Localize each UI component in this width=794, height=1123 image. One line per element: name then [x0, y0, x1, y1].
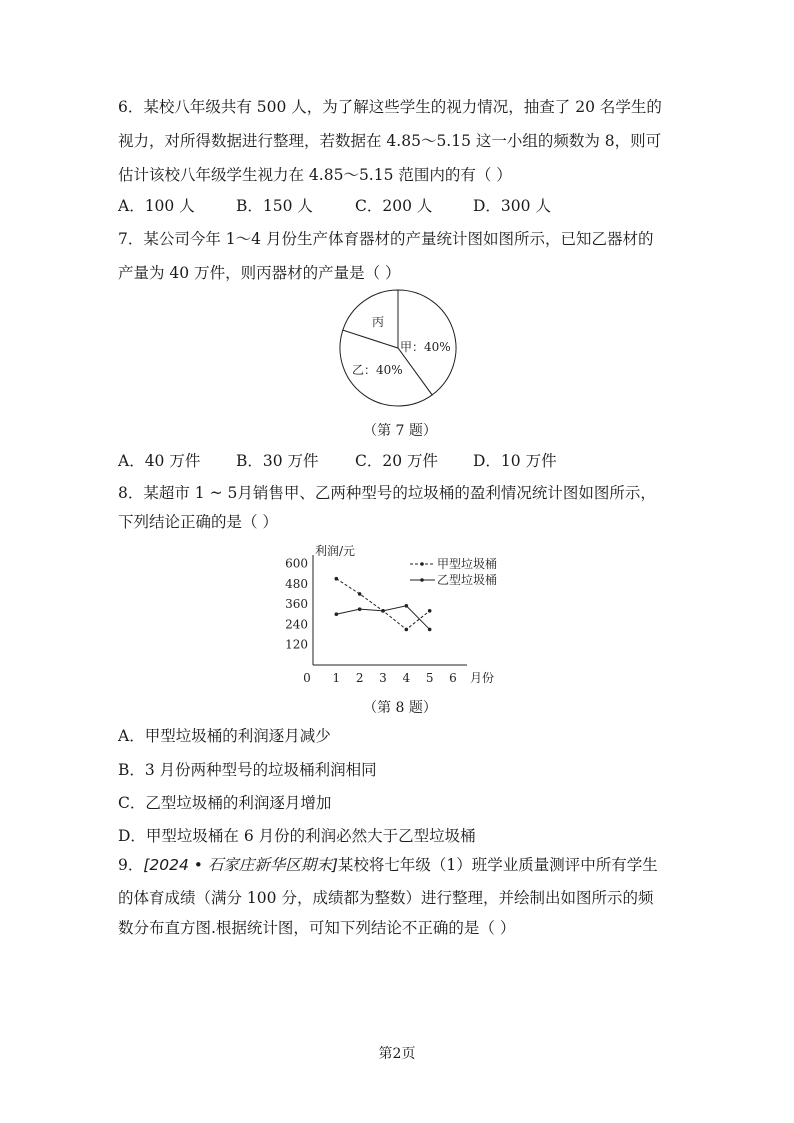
q9-number: 9．: [118, 856, 144, 874]
y-tick-label: 480: [285, 576, 308, 591]
q6-option-b: B．150 人: [236, 197, 313, 215]
x-tick-label: 5: [425, 671, 434, 685]
q6-line-3: 估计该校八年级学生视力在 4.85～5.15 范围内的有（ ）: [118, 166, 512, 184]
legend-yi-marker: [420, 578, 424, 582]
x-tick-label: 1: [332, 671, 341, 685]
q9-source: [2024 • 石家庄新华区期末]: [143, 856, 338, 874]
q8-option-d: D．甲型垃圾桶在 6 月份的利润必然大于乙型垃圾桶: [118, 827, 476, 845]
legend-jia-label: 甲型垃圾桶: [437, 557, 498, 571]
q6-line-1: 6．某校八年级共有 500 人，为了解这些学生的视力情况，抽查了 20 名学生的: [118, 98, 662, 116]
page-number: 第2页: [378, 1046, 416, 1062]
data-point-yi: [335, 612, 339, 616]
q6-option-a: A．100 人: [118, 197, 195, 215]
line-chart: [280, 540, 520, 690]
x-axis-label: 月份: [470, 671, 495, 685]
data-point-yi: [405, 604, 409, 608]
data-point-jia: [335, 577, 339, 581]
q9-line-2: 的体育成绩（满分 100 分，成绩都为整数）进行整理，并绘制出如图所示的频: [118, 889, 654, 907]
q8-option-a: A．甲型垃圾桶的利润逐月减少: [118, 727, 331, 745]
y-tick-label: 360: [285, 597, 308, 612]
y-tick-label: 600: [285, 556, 308, 571]
q7-caption: （第 7 题）: [363, 423, 437, 439]
pie-chart: [330, 285, 470, 410]
pie-label-yi: 乙：40%: [352, 363, 403, 377]
y-tick-label: 240: [285, 617, 308, 632]
q8-line-1: 8．某超市 1 ~ 5月销售甲、乙两种型号的垃圾桶的盈利情况统计图如图所示，: [118, 484, 656, 502]
q8-option-c: C．乙型垃圾桶的利润逐月增加: [118, 794, 332, 812]
x-tick-label: 0: [303, 671, 311, 685]
x-tick-label: 2: [355, 671, 364, 685]
q9-line-1: [118, 855, 658, 875]
q6-option-c: C．200 人: [355, 197, 433, 215]
x-tick-label: 3: [379, 671, 387, 685]
q6-option-d: D．300 人: [473, 197, 551, 215]
data-point-yi: [358, 607, 362, 611]
legend-jia-marker: [420, 562, 424, 566]
data-point-yi: [381, 609, 385, 613]
x-tick-label: 4: [402, 671, 411, 685]
q7-option-b: B．30 万件: [236, 452, 319, 470]
q7-line-2: 产量为 40 万件，则丙器材的产量是（ ）: [118, 264, 401, 282]
q8-option-b: B．3 月份两种型号的垃圾桶利润相同: [118, 761, 377, 779]
q8-line-2: 下列结论正确的是（ ）: [118, 513, 278, 531]
y-tick-label: 120: [285, 637, 308, 652]
q9-line-1-text: 某校将七年级（1）班学业质量测评中所有学生: [337, 856, 658, 874]
q7-option-d: D．10 万件: [473, 452, 557, 470]
q7-option-c: C．20 万件: [355, 452, 439, 470]
y-axis-label: 利润/元: [315, 544, 356, 558]
q7-line-1: 7．某公司今年 1～4 月份生产体育器材的产量统计图如图所示，已知乙器材的: [118, 230, 654, 248]
q9-line-3: 数分布直方图.根据统计图，可知下列结论不正确的是（ ）: [118, 919, 516, 937]
q6-line-2: 视力，对所得数据进行整理，若数据在 4.85～5.15 这一小组的频数为 8，则可: [118, 132, 662, 150]
x-tick-label: 6: [449, 671, 457, 685]
pie-label-bing: 丙: [372, 315, 385, 329]
q7-option-a: A．40 万件: [118, 452, 201, 470]
series-line-jia: [336, 579, 429, 630]
legend-yi-label: 乙型垃圾桶: [437, 573, 498, 587]
data-point-jia: [428, 609, 432, 613]
data-point-jia: [358, 592, 362, 596]
data-point-yi: [428, 628, 432, 632]
q8-caption: （第 8 题）: [363, 700, 437, 716]
pie-label-jia: 甲：40%: [400, 340, 451, 354]
data-point-jia: [405, 628, 409, 632]
